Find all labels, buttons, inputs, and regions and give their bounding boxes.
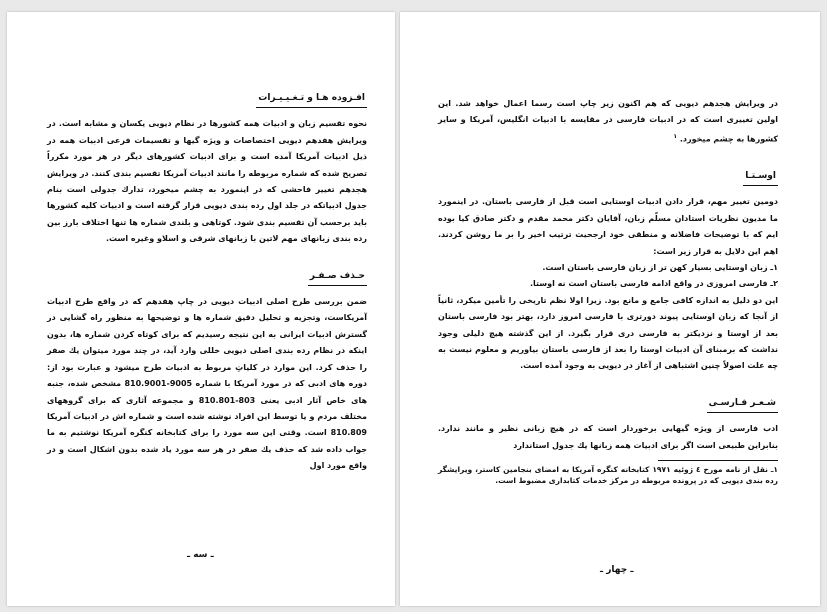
paragraph-persian-poetry: ادب فارسى از ويژه گيهايى برخوردار است كه در هيچ زبانى نظير و مانند ندارد. بنابراين طبيعى است اگر براى ادبيات همه زبانها يك جدول استاندارد <box>438 424 778 450</box>
intro-text: در ويرايش هجدهم ديويى كه هم اكنون زير چاپ است رسما اعمال خواهد شد. اين اولين تغييرى است كه در ادبيات فارسى در مقايسه با ادبيات انگليس، آمريكا و ساير كشورها به چشم ميخورد. <box>438 99 778 144</box>
paragraph-avesta-intro: دومين تغيير مهم، قرار دادن ادبيات اوستايى است قبل از فارسى باستان. در اينمورد ما مديون نظريات استادان مسلّم زبان، آقايان دكتر محمد مقدم و دكتر صادق كيا بوده ايم كه با توضيحات فاضلانه و منطقى خود ارجحيت ترتيب اخير را بر ما روشن كردند. اهم اين دلايل به قرار زير است: <box>438 197 778 256</box>
page-number-left: ـ سه ـ <box>187 550 214 560</box>
page-number-right: ـ چهار ـ <box>600 565 634 575</box>
section-heading-avesta: اوسـتـا <box>743 168 778 186</box>
section-heading-additions: افـزوده هـا و تـغـيـيـرات <box>256 90 367 108</box>
list-item-1: ١ـ زبان اوستايى بسيار كهن تر از زبان فارسى باستان است. <box>542 262 778 272</box>
left-page <box>7 12 395 606</box>
paragraph-avesta-body: اين دو دليل به اندازه كافى جامع و مانع بود. زيرا اولا نظم تاريخى را تأمين ميكرد، ثانياً از آنجا كه زبان اوستايى پيوند دورترى با فارسى امروز دارد، بهتر بود فارسى باستان بعد از اوستا و نزديكتر به فارسى درى قرار بگيرد. از اين گذشته هيچ دليلى وجود نداشت كه برمبناى آن ادبيات اوستا را بعد از فارسى باستان بياوريم و معلوم نيست به چه علت اصولاً چنين اشتباهى از آغاز در ديويى به وجود آمده است. <box>438 295 778 371</box>
right-page <box>400 12 820 606</box>
paragraph-additions: نحوه تقسيم زبان و ادبيات همه كشورها در نظام ديويى يكسان و مشابه است. در ويرايش هفدهم ديويى اختصاصات و ويژه گيها و تقسيمات فرعى ادبيات همه در ذيل ادبيات آمريكا آمده است و براى ادبيات كشورهاى ديگر در هر مورد مكرراً تصريح شده كه شماره مربوطه را مانند ادبيات آمريكا تقسيم بندى كنند. در ويرايش هجدهم تغيير فاحشى كه در اينمورد به چشم ميخورد، تدارك جدولى است بنام جدول ادبياتكه در جلد اول رده بندى ديويى قرار گرفته است و ادبيات كليه كشورها بايد برحسب آن تقسيم بندى شود. كوتاهى و بلندى شماره ها تنها اختلاف بارز بين رده بندى زبانهاى مهم لاتين با زبانهاى شرقى و اسلاو وغيره است. <box>47 119 367 244</box>
footnote-mark: ١ <box>673 132 678 140</box>
footnote-divider <box>658 460 778 461</box>
left-page-text <box>47 90 367 475</box>
right-page-text <box>438 96 778 486</box>
paragraph-zero-removal: ضمن بررسى طرح اصلى ادبيات ديويى در چاپ هفدهم كه در واقع طرح ادبيات آمريكاست، وتجزيه و تحليل دقيق شماره ها و توضيحها به منظور راه گشايى در گسترش ادبيات ايرانى به اين نتيجه رسيديم كه براى كوتاه كردن شماره ها، بدون اينكه در نظام رده بندى اصلى ديويى خللى وارد آيد، در چند مورد ميتوان يك صفر را حذف كرد. اين موارد در كلياتِ مربوط به ادبيات طرح ميشود و عبارت بود از: دوره هاى ادبى كه در مورد آمريكا با شماره 9005-810.9001 مشخص شده، جنبه هاى خاص آثار ادبى يعنى 803-810.801 و مجموعه آثارى كه براى گروههاى مختلف مردم و يا توسط اين افراد نوشته شده است و شماره اش در ادبيات آمريكا 810.809 است. وقتى اين سه مورد را براى كتابخانه كنگره آمريكا نوشتيم به ما جواب داده شد كه حذف يك صفر در هر سه مورد ياد شده بدون اشكال است و در واقع مورد اول <box>47 297 367 471</box>
list-item-2: ٢ـ فارسى امروزى در واقع ادامه فارسى باستان است نه اوستا. <box>530 279 778 289</box>
section-heading-persian-poetry: شـعـر فـارسـى <box>707 395 778 413</box>
footnote: ١ـ نقل از نامه مورخ ٤ ژوئيه ١٩٧١ كتابخانه كنگره آمريكا به امضاى بنجامين كاستر، ويرايشگر رده بندى ديويى كه در پرونده مربوطه در مركز خدمات كتابدارى مضبوط است. <box>438 464 778 485</box>
paragraph-intro <box>438 96 778 148</box>
section-heading-zero-removal: حـذف صـفـر <box>308 268 367 286</box>
